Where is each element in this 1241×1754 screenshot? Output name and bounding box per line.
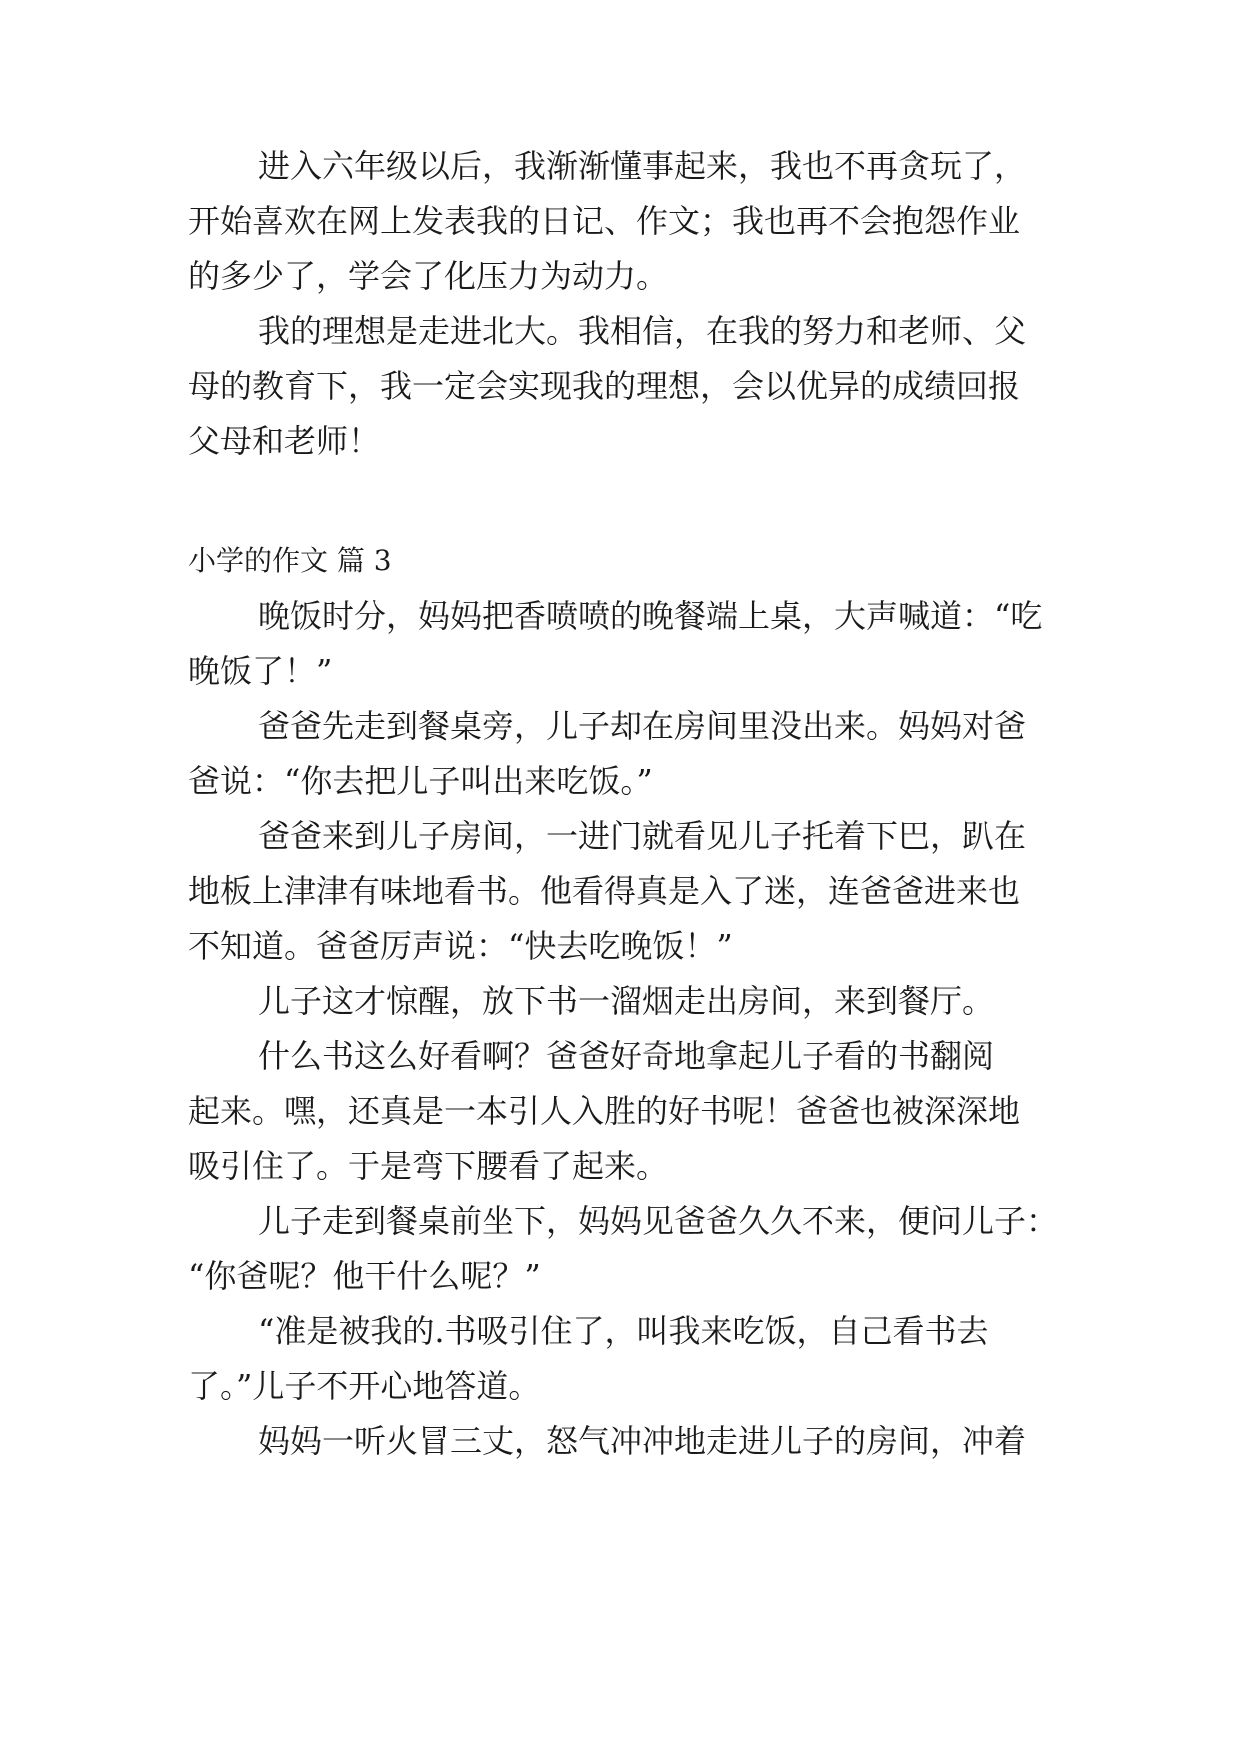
paragraph-line: 地板上津津有味地看书。他看得真是入了迷，连爸爸进来也 [188, 872, 1021, 910]
paragraph-line: 了。”儿子不开心地答道。 [188, 1367, 541, 1405]
paragraph-line: 儿子走到餐桌前坐下，妈妈见爸爸久久不来，便问儿子： [258, 1202, 1059, 1240]
paragraph-line: 吸引住了。于是弯下腰看了起来。 [188, 1147, 669, 1185]
paragraph-line: 不知道。爸爸厉声说：“快去吃晚饭！” [188, 927, 733, 965]
paragraph-line: 母的教育下，我一定会实现我的理想，会以优异的成绩回报 [188, 367, 1021, 405]
paragraph-line: 晚饭了！” [188, 652, 333, 690]
paragraph-line: 进入六年级以后，我渐渐懂事起来，我也不再贪玩了， [258, 147, 1027, 185]
paragraph-line: 儿子这才惊醒，放下书一溜烟走出房间，来到餐厅。 [258, 982, 995, 1020]
paragraph-line: 起来。嘿，还真是一本引人入胜的好书呢！爸爸也被深深地 [188, 1092, 1021, 1130]
paragraph-line: 开始喜欢在网上发表我的日记、作文；我也再不会抱怨作业 [188, 202, 1021, 240]
paragraph-line: 的多少了，学会了化压力为动力。 [188, 257, 669, 295]
paragraph-line: 什么书这么好看啊？爸爸好奇地拿起儿子看的书翻阅 [258, 1037, 995, 1075]
paragraph-line: 爸爸来到儿子房间，一进门就看见儿子托着下巴，趴在 [258, 817, 1027, 855]
paragraph-line: 晚饭时分，妈妈把香喷喷的晚餐端上桌，大声喊道：“吃 [258, 597, 1043, 635]
paragraph-line: 父母和老师！ [188, 422, 381, 460]
paragraph-line: “准是被我的.书吸引住了，叫我来吃饭，自己看书去 [258, 1312, 989, 1350]
paragraph-line: 妈妈一听火冒三丈，怒气冲冲地走进儿子的房间，冲着 [258, 1422, 1027, 1460]
paragraph-line: “你爸呢？他干什么呢？” [188, 1257, 541, 1295]
paragraph-line: 爸爸先走到餐桌旁，儿子却在房间里没出来。妈妈对爸 [258, 707, 1027, 745]
paragraph-line: 爸说：“你去把儿子叫出来吃饭。” [188, 762, 653, 800]
paragraph-line: 我的理想是走进北大。我相信，在我的努力和老师、父 [258, 312, 1027, 350]
section-heading: 小学的作文 篇 3 [188, 544, 392, 577]
